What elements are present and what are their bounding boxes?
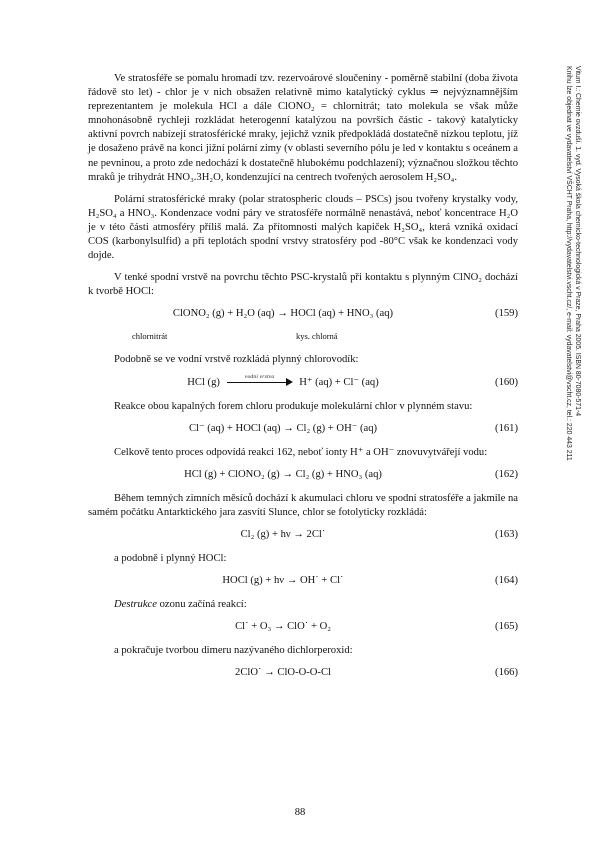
equation-161-formula: Cl⁻ (aq) + HOCl (aq) → Cl₂ (g) + OH⁻ (aq)	[188, 422, 378, 434]
side-note-order: Knihu lze objednat ve vydavatelství VŠCHT Praha, http://vydavatelstvi.vscht.cz/, e-mail: vydavatelstvi@vscht.cz, tel.: 220 443 211	[565, 66, 572, 461]
note-chlornitrat: chlornitrát	[132, 331, 168, 342]
equation-160-right: H⁺ (aq) + Cl⁻ (aq)	[299, 376, 379, 388]
destrukce-italic: Destrukce	[114, 598, 157, 610]
note-kys-chlorna: kys. chlorná	[296, 331, 338, 342]
paragraph-overall-process: Celkově tento proces odpovídá reakci 162, neboť ionty H⁺ a OH⁻ znovuvytvářejí vodu:	[114, 446, 488, 458]
body-text	[88, 72, 518, 690]
equation-166	[88, 666, 518, 682]
side-note	[565, 66, 582, 706]
equation-160-left: HCl (g)	[187, 376, 220, 388]
side-note-citation: Vitum I.: Chemie ovzduší. 1. vyd. Vysoká škola chemicko-technologická v Praze, Praha 2005. ISBN 80-7080-571-4	[574, 66, 581, 417]
paragraph-hocl-formation: V tenké spodní vrstvě na povrchu těchto PSC-krystalů při kontaktu s plynným ClNO₂ dochází k tvorbě HOCl:	[88, 272, 518, 298]
equation-161	[88, 422, 518, 438]
paragraph-molecular-chlorine: Reakce obou kapalných forem chloru produkuje molekulární chlor v plynném stavu:	[114, 400, 473, 412]
paragraph-psc-clouds: Polární stratosférické mraky (polar stratospheric clouds – PSCs) jsou tvořeny krystalky vody, H₂SO₄ a HNO₃. Kondenzace vodní páry ve stratosféře normálně nenastává, neboť koncentrace H₂O je v této části atmosféry příliš malá. Za přítomnosti malých kapiček H₂SO₄, která vzniká oxidací COS (karbonylsulfid) a při teplotách spodní vrstvy stratosféry pod -80°C však ke kondenzaci vody dojde.	[88, 193, 518, 262]
arrow-line	[227, 382, 287, 383]
arrow-label: vodní vrstva	[244, 374, 275, 381]
equation-160	[88, 376, 518, 392]
equation-163-formula: Cl₂ (g) + hν → 2Cl˙	[240, 528, 326, 540]
equation-162-number: (162)	[495, 468, 518, 480]
equation-159-notes	[88, 329, 518, 343]
paragraph-hcl-decomposition: Podobně se ve vodní vrstvě rozkládá plynný chlorovodík:	[114, 354, 359, 366]
arrow-head-icon	[286, 378, 293, 386]
paragraph-dimer-formation: a pokračuje tvorbou dimeru nazývaného dichlorperoxid:	[114, 645, 353, 657]
paragraph-ozone-destruction	[88, 598, 518, 612]
equation-162	[88, 468, 518, 484]
page-number: 88	[294, 807, 306, 818]
equation-163	[88, 528, 518, 544]
paragraph-hocl-photolysis: a podobně i plynný HOCl:	[114, 552, 227, 564]
equation-165-number: (165)	[495, 621, 518, 633]
equation-166-number: (166)	[495, 667, 518, 679]
destrukce-rest: ozonu začíná reakcí:	[156, 598, 247, 610]
equation-165-formula: Cl˙ + O₃ → ClO˙ + O₂	[235, 621, 331, 633]
equation-159-formula: ClONO₂ (g) + H₂O (aq) → HOCl (aq) + HNO₃ (aq)	[172, 308, 394, 320]
equation-164-formula: HOCl (g) + hν → OH˙ + Cl˙	[222, 574, 344, 586]
paragraph-winter-accumulation: Během temných zimních měsíců dochází k akumulaci chloru ve spodní stratosféře a jakmile na samém počátku Antarktického jara zasvítí Slunce, chlor se fotolyticky rozkládá:	[88, 492, 518, 518]
equation-160-number: (160)	[495, 376, 518, 388]
labeled-arrow	[227, 374, 293, 387]
equation-165	[88, 620, 518, 636]
side-note-text	[564, 66, 582, 461]
equation-164-number: (164)	[495, 574, 518, 586]
equation-161-number: (161)	[495, 422, 518, 434]
equation-159-number: (159)	[495, 308, 518, 320]
equation-163-number: (163)	[495, 528, 518, 540]
equation-162-formula: HCl (g) + ClONO₂ (g) → Cl₂ (g) + HNO₃ (aq)	[184, 468, 382, 480]
equation-164	[88, 574, 518, 590]
paragraph-reservoir-compounds: Ve stratosféře se pomalu hromadí tzv. rezervoárové sloučeniny - poměrně stabilní (doba života řádově sto let) - chlor je v nich obsažen relativně mimo katalytický cyklus ⇒ nejvýznamnějším reprezentantem je molekula HCl a dále ClONO₂ = chlornitrát; tato molekula se však může mnohonásobně rychleji rozkládat heterogenní katalýzou na površích částic - takový katalyticky aktivní povrch nabízejí stratosférické mraky, jejichž vznik předpokládá dostatečně nízkou teplotu, jíž je dosaženo právě na konci jižní polární zimy (v oblasti severního pólu je led v kontaktu s oceánem a ne pevninou, a proto zde nedochází k dostatečně hlubokému podchlazení); význačnou složkou těchto mraků je trihydrát HNO₃.3H₂O, kondenzující na centrech tvořených aerosolem H₂SO₄.	[88, 73, 518, 183]
equation-166-formula: 2ClO˙ → ClO-O-O-Cl	[235, 667, 331, 679]
equation-160-formula	[88, 376, 478, 390]
equation-159	[88, 307, 518, 323]
